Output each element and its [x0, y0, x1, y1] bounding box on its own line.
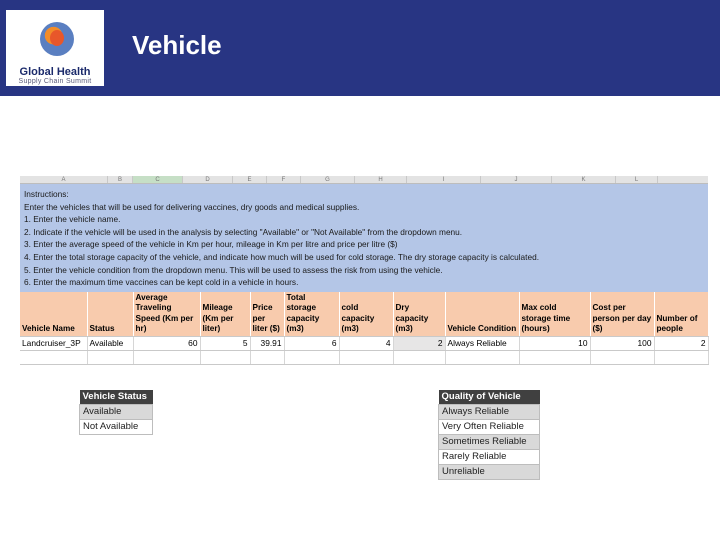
logo-title: Global Health [19, 66, 91, 78]
status-cell[interactable]: Available [87, 336, 133, 350]
list-item[interactable]: Available [80, 404, 153, 419]
instructions-block[interactable] [20, 184, 708, 292]
table-row [20, 336, 708, 350]
column-header[interactable]: E [233, 176, 267, 183]
vehicle-status-list [79, 390, 153, 435]
mileage-cell[interactable]: 5 [200, 336, 250, 350]
status-list-header[interactable]: Vehicle Status [80, 390, 153, 404]
list-item[interactable]: Not Available [80, 419, 153, 434]
empty-cell[interactable] [393, 350, 445, 364]
price-cell[interactable]: 39.91 [250, 336, 284, 350]
cold-capacity-cell[interactable]: 4 [339, 336, 393, 350]
dry-capacity-cell[interactable]: 2 [393, 336, 445, 350]
column-header[interactable]: F [267, 176, 301, 183]
list-item[interactable]: Unreliable [439, 464, 540, 479]
empty-cell[interactable] [284, 350, 339, 364]
header-cell[interactable]: Dry capacity (m3) [393, 292, 445, 337]
column-header[interactable]: D [183, 176, 233, 183]
logo-subtitle: Supply Chain Summit [18, 78, 92, 85]
condition-cell[interactable]: Always Reliable [445, 336, 519, 350]
column-header[interactable]: C [133, 176, 183, 183]
cost-cell[interactable]: 100 [590, 336, 654, 350]
spreadsheet [20, 176, 708, 365]
header-cell[interactable]: Status [87, 292, 133, 337]
header-cell[interactable]: Number of people [654, 292, 708, 337]
header-cell[interactable]: Average Traveling Speed (Km per hr) [133, 292, 200, 337]
instruction-line: 2. Indicate if the vehicle will be used in the analysis by selecting "Available" or "Not Available" from the dropdown menu. [24, 226, 463, 237]
header-cell[interactable]: Vehicle Name [20, 292, 87, 337]
table-row [20, 350, 708, 364]
header-cell[interactable]: Max cold storage time (hours) [519, 292, 590, 337]
instruction-line: 1. Enter the vehicle name. [24, 214, 121, 225]
column-header[interactable]: L [616, 176, 658, 183]
table-header-row [20, 292, 708, 337]
empty-cell[interactable] [87, 350, 133, 364]
people-cell[interactable]: 2 [654, 336, 708, 350]
empty-cell[interactable] [339, 350, 393, 364]
header-band [0, 0, 720, 96]
empty-cell[interactable] [20, 350, 87, 364]
instruction-line: 3. Enter the average speed of the vehicle in Km per hour, mileage in Km per litre and price per litre ($) [24, 239, 398, 250]
header-cell[interactable]: cold capacity (m3) [339, 292, 393, 337]
instruction-line: 5. Enter the vehicle condition from the dropdown menu. This will be used to assess the risk from using the vehicle. [24, 264, 443, 275]
speed-cell[interactable]: 60 [133, 336, 200, 350]
empty-cell[interactable] [200, 350, 250, 364]
list-item[interactable]: Always Reliable [439, 404, 540, 419]
total-storage-cell[interactable]: 6 [284, 336, 339, 350]
page-title: Vehicle [132, 30, 222, 60]
column-header[interactable]: K [552, 176, 616, 183]
globe-icon [40, 22, 74, 56]
column-header[interactable]: B [108, 176, 133, 183]
column-header[interactable]: G [301, 176, 355, 183]
header-cell[interactable]: Vehicle Condition [445, 292, 519, 337]
empty-cell[interactable] [590, 350, 654, 364]
empty-cell[interactable] [519, 350, 590, 364]
header-cell[interactable]: Mileage (Km per liter) [200, 292, 250, 337]
empty-cell[interactable] [445, 350, 519, 364]
instruction-line: 6. Enter the maximum time vaccines can be kept cold in a vehicle in hours. [24, 277, 299, 288]
header-cell[interactable]: Price per liter ($) [250, 292, 284, 337]
column-header[interactable]: A [20, 176, 108, 183]
instruction-line: Enter the vehicles that will be used for delivering vaccines, dry goods and medical supplies. [24, 201, 360, 212]
logo [6, 10, 104, 86]
vehicle-table [20, 292, 709, 365]
max-cold-time-cell[interactable]: 10 [519, 336, 590, 350]
header-cell[interactable]: Cost per person per day ($) [590, 292, 654, 337]
list-item[interactable]: Very Often Reliable [439, 419, 540, 434]
empty-cell[interactable] [654, 350, 708, 364]
list-item[interactable]: Rarely Reliable [439, 449, 540, 464]
instruction-line: 4. Enter the total storage capacity of the vehicle, and indicate how much will be used for cold storage. The dry storage capacity is calculated. [24, 251, 539, 262]
instruction-line: Instructions: [24, 189, 69, 199]
list-item[interactable]: Sometimes Reliable [439, 434, 540, 449]
vehicle-quality-list [438, 390, 540, 480]
empty-cell[interactable] [250, 350, 284, 364]
header-cell[interactable]: Total storage capacity (m3) [284, 292, 339, 337]
column-header-row [20, 176, 708, 184]
vehicle-name-cell[interactable]: Landcruiser_3P [20, 336, 87, 350]
column-header[interactable]: I [407, 176, 481, 183]
column-header[interactable]: H [355, 176, 407, 183]
empty-cell[interactable] [133, 350, 200, 364]
column-header[interactable]: J [481, 176, 552, 183]
quality-list-header[interactable]: Quality of Vehicle [439, 390, 540, 404]
